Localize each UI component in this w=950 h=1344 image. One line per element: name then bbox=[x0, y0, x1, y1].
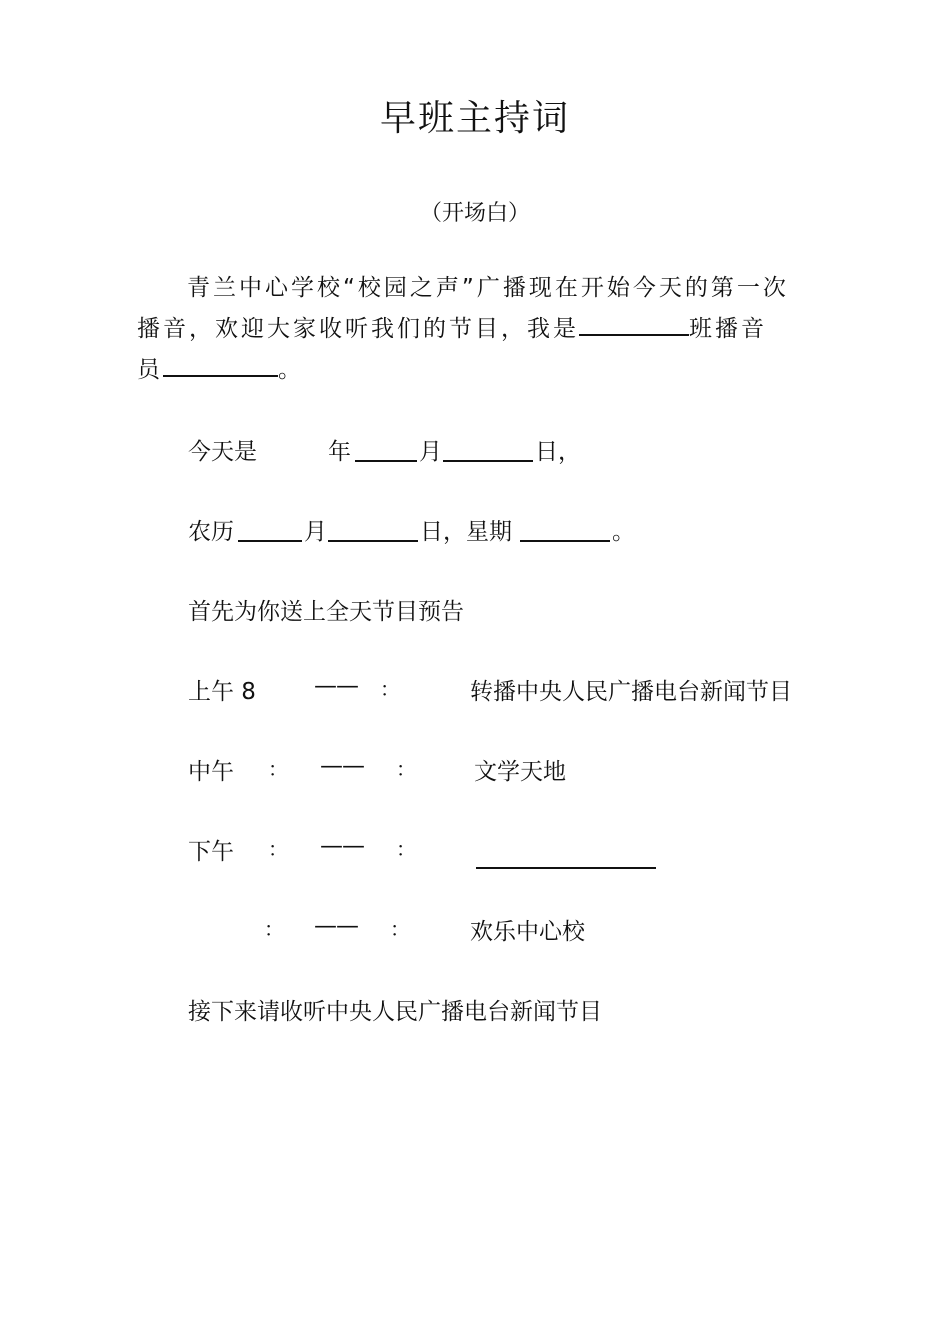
intro-line3a: 员 bbox=[137, 357, 163, 383]
date-day-label: 日， bbox=[535, 439, 581, 465]
preview-text: 首先为你送上全天节目预告 bbox=[188, 599, 464, 625]
schedule-row bbox=[188, 753, 608, 785]
date-year-label: 年 bbox=[328, 439, 351, 465]
preview-line bbox=[188, 593, 588, 625]
class-blank bbox=[579, 314, 689, 336]
intro-line2a: 播音，欢迎大家收听我们的节目，我是 bbox=[137, 316, 579, 342]
weekday-blank bbox=[520, 518, 610, 542]
lunar-end: 。 bbox=[612, 519, 635, 545]
schedule-dash: —— bbox=[314, 673, 358, 699]
date-month-label: 月 bbox=[419, 439, 442, 465]
lunar-prefix: 农历 bbox=[188, 519, 234, 545]
schedule-row bbox=[188, 673, 808, 705]
schedule-colon: ： bbox=[264, 917, 284, 941]
schedule-period: 中午 bbox=[188, 759, 234, 785]
schedule-colon: ： bbox=[390, 917, 410, 941]
day-blank bbox=[443, 438, 533, 462]
schedule-colon: ： bbox=[268, 757, 288, 781]
date-prefix: 今天是 bbox=[188, 439, 257, 465]
schedule-colon: ： bbox=[380, 677, 400, 701]
date-line bbox=[188, 433, 608, 465]
schedule-dash: —— bbox=[314, 913, 358, 939]
program-blank bbox=[476, 845, 656, 869]
month-blank bbox=[355, 438, 417, 462]
schedule-colon: ： bbox=[396, 757, 416, 781]
intro-paragraph bbox=[137, 268, 817, 391]
schedule-program: 欢乐中心校 bbox=[470, 919, 585, 945]
intro-line1: 青兰中心学校“校园之声”广播现在开始今天的第一次 bbox=[187, 275, 789, 301]
schedule-dash: —— bbox=[320, 753, 364, 779]
lunar-month-label: 月 bbox=[304, 519, 327, 545]
intro-line3b: 。 bbox=[278, 357, 304, 383]
schedule-program: 文学天地 bbox=[474, 759, 566, 785]
schedule-period: 下午 bbox=[188, 839, 234, 865]
lunar-day-blank bbox=[328, 518, 418, 542]
schedule-program: 转播中央人民广播电台新闻节目 bbox=[470, 679, 792, 705]
page-title: 早班主持词 bbox=[379, 98, 570, 139]
intro-line2b: 班播音 bbox=[689, 316, 767, 342]
lunar-line bbox=[188, 513, 648, 545]
schedule-row bbox=[188, 833, 668, 865]
schedule-colon: ： bbox=[268, 837, 288, 861]
closing-text: 接下来请收听中央人民广播电台新闻节目 bbox=[188, 999, 602, 1025]
closing-line bbox=[188, 993, 628, 1025]
lunar-month-blank bbox=[238, 518, 302, 542]
schedule-dash: —— bbox=[320, 833, 364, 859]
lunar-day-label: 日，星期 bbox=[420, 519, 512, 545]
schedule-row bbox=[188, 913, 608, 945]
schedule-period: 上午 8 bbox=[188, 679, 256, 705]
schedule-colon: ： bbox=[396, 837, 416, 861]
announcer-blank bbox=[163, 355, 278, 377]
subtitle: （开场白） bbox=[419, 201, 530, 226]
